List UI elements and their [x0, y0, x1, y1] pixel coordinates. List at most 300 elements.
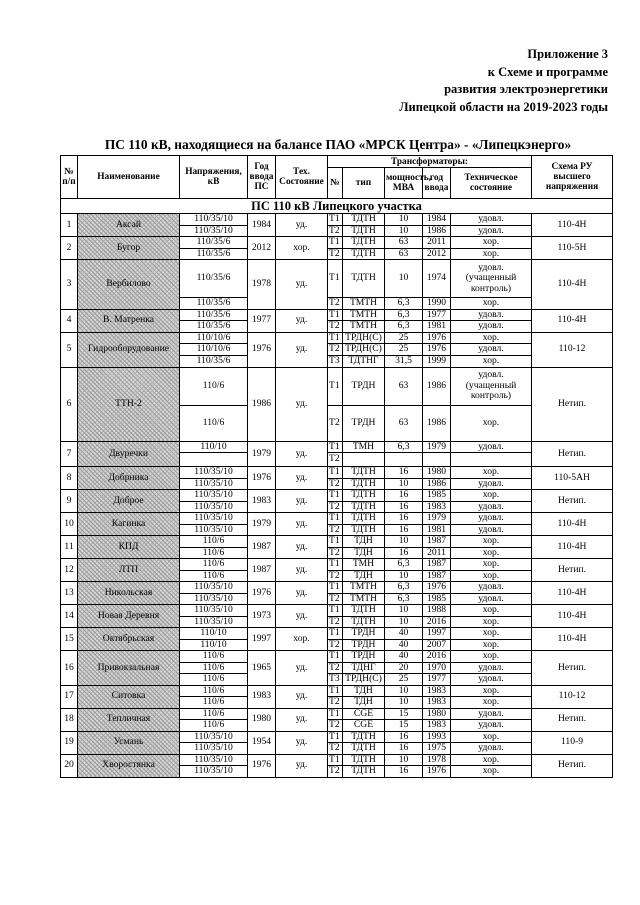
appendix-line: к Схеме и программе	[487, 64, 608, 79]
transformer-type-cell: ТДТН	[343, 605, 385, 617]
voltage-cell	[180, 453, 248, 467]
transformer-type-cell: ТДН	[343, 536, 385, 548]
transformer-type-cell: ТДН	[343, 697, 385, 709]
transformer-power-cell	[385, 453, 423, 467]
tech-state-cell: хор.	[276, 628, 328, 651]
commission-year-cell: 1979	[248, 441, 276, 467]
tech-state-cell: уд.	[276, 441, 328, 467]
transformer-number-cell: Т2	[328, 321, 343, 333]
transformer-number-cell: Т1	[328, 559, 343, 571]
appendix-line: Липецкой области на 2019-2023 годы	[399, 99, 608, 114]
transformer-type-cell: ТРДН(С)	[343, 344, 385, 356]
scheme-cell: 110-9	[532, 731, 613, 754]
transformer-power-cell: 10	[385, 570, 423, 582]
row-number-cell: 1	[61, 214, 78, 237]
transformer-year-cell: 1985	[423, 593, 451, 605]
transformer-type-cell: ТМТН	[343, 298, 385, 310]
table-row	[61, 754, 613, 766]
transformer-type-cell: ТРДН(С)	[343, 674, 385, 686]
voltage-cell: 110/6	[180, 662, 248, 674]
transformer-type-cell: ТДТН	[343, 248, 385, 260]
transformer-state-cell: удовл.	[451, 674, 532, 686]
substation-name-cell: Доброе	[78, 490, 180, 513]
commission-year-cell: 1976	[248, 582, 276, 605]
tech-state-cell: уд.	[276, 214, 328, 237]
transformer-power-cell: 25	[385, 344, 423, 356]
transformer-type-cell: ТРДН	[343, 651, 385, 663]
appendix-line: развития электроэнергетики	[444, 82, 608, 97]
table-row	[61, 605, 613, 617]
transformer-power-cell: 63	[385, 248, 423, 260]
transformer-year-cell: 1977	[423, 309, 451, 321]
table-row	[61, 685, 613, 697]
transformer-type-cell: ТМН	[343, 441, 385, 453]
transformer-state-cell: хор.	[451, 685, 532, 697]
scheme-cell: Нетип.	[532, 559, 613, 582]
row-number-cell: 5	[61, 332, 78, 367]
voltage-cell: 110/6	[180, 685, 248, 697]
substation-name-cell: В. Матренка	[78, 309, 180, 332]
transformer-type-cell: ТДТН	[343, 754, 385, 766]
table-row	[61, 731, 613, 743]
table-row	[61, 237, 613, 249]
row-number-cell: 6	[61, 367, 78, 441]
header-name: Наименование	[78, 156, 180, 199]
voltage-cell: 110/35/6	[180, 298, 248, 310]
transformer-type-cell: ТДТН	[343, 467, 385, 479]
transformer-year-cell: 1987	[423, 536, 451, 548]
transformer-type-cell: ТДТН	[343, 743, 385, 755]
substation-name-cell: ЛТП	[78, 559, 180, 582]
transformer-power-cell: 16	[385, 731, 423, 743]
commission-year-cell: 1987	[248, 536, 276, 559]
substation-name-cell: Новая Деревня	[78, 605, 180, 628]
transformer-state-cell: хор.	[451, 355, 532, 367]
row-number-cell: 15	[61, 628, 78, 651]
transformer-state-cell: хор.	[451, 570, 532, 582]
transformer-power-cell: 40	[385, 651, 423, 663]
tech-state-cell: уд.	[276, 536, 328, 559]
table-row	[61, 513, 613, 525]
voltage-cell: 110/35/10	[180, 766, 248, 778]
scheme-cell: 110-4Н	[532, 605, 613, 628]
transformer-year-cell: 1970	[423, 662, 451, 674]
transformer-year-cell: 1976	[423, 332, 451, 344]
transformer-year-cell: 1978	[423, 754, 451, 766]
transformer-year-cell: 1979	[423, 513, 451, 525]
table-row	[61, 309, 613, 321]
scheme-cell: 110-4Н	[532, 513, 613, 536]
voltage-cell: 110/35/10	[180, 743, 248, 755]
transformer-number-cell: Т1	[328, 441, 343, 453]
transformer-power-cell: 6,3	[385, 593, 423, 605]
transformer-year-cell: 1976	[423, 344, 451, 356]
tech-state-cell: уд.	[276, 332, 328, 367]
transformer-year-cell: 1983	[423, 685, 451, 697]
voltage-cell: 110/10/6	[180, 332, 248, 344]
substation-name-cell: Никольская	[78, 582, 180, 605]
substation-name-cell: Аксай	[78, 214, 180, 237]
commission-year-cell: 1978	[248, 260, 276, 310]
transformer-type-cell: ТРДН(С)	[343, 332, 385, 344]
header-year: Год ввода ПС	[248, 156, 276, 199]
transformer-state-cell: удовл.	[451, 321, 532, 333]
header-t-year: год ввода	[423, 168, 451, 199]
transformer-number-cell: Т2	[328, 225, 343, 237]
transformer-state-cell: хор.	[451, 237, 532, 249]
substation-name-cell: Добрника	[78, 467, 180, 490]
transformer-year-cell: 1981	[423, 524, 451, 536]
transformer-power-cell: 6,3	[385, 559, 423, 571]
transformer-year-cell: 1983	[423, 697, 451, 709]
transformer-year-cell: 1976	[423, 582, 451, 594]
transformer-year-cell: 1986	[423, 478, 451, 490]
transformer-state-cell: удовл.	[451, 344, 532, 356]
table-row	[61, 260, 613, 298]
table-row	[61, 628, 613, 640]
transformer-number-cell: Т2	[328, 639, 343, 651]
transformer-number-cell: Т1	[328, 536, 343, 548]
voltage-cell: 110/35/10	[180, 214, 248, 226]
table-row	[61, 651, 613, 663]
voltage-cell: 110/35/6	[180, 355, 248, 367]
transformer-number-cell: Т1	[328, 754, 343, 766]
table-row	[61, 536, 613, 548]
tech-state-cell: уд.	[276, 467, 328, 490]
tech-state-cell: уд.	[276, 605, 328, 628]
row-number-cell: 20	[61, 754, 78, 777]
substation-name-cell: Двуречки	[78, 441, 180, 467]
transformer-number-cell: Т2	[328, 298, 343, 310]
transformer-power-cell: 6,3	[385, 298, 423, 310]
transformer-type-cell: CGE	[343, 720, 385, 732]
row-number-cell: 4	[61, 309, 78, 332]
transformer-power-cell: 6,3	[385, 321, 423, 333]
tech-state-cell: уд.	[276, 731, 328, 754]
transformer-power-cell: 16	[385, 490, 423, 502]
transformer-state-cell: хор.	[451, 559, 532, 571]
substation-name-cell: Гидрооборудование	[78, 332, 180, 367]
section-title: ПС 110 кВ Липецкого участка	[61, 199, 613, 214]
transformer-year-cell: 1977	[423, 674, 451, 686]
transformer-number-cell: Т2	[328, 524, 343, 536]
transformer-year-cell: 1975	[423, 743, 451, 755]
scheme-cell: 110-4Н	[532, 582, 613, 605]
transformer-type-cell: ТДТН	[343, 501, 385, 513]
voltage-cell: 110/6	[180, 367, 248, 405]
voltage-cell: 110/6	[180, 536, 248, 548]
tech-state-cell: уд.	[276, 685, 328, 708]
scheme-cell: 110-4Н	[532, 214, 613, 237]
transformer-state-cell: хор.	[451, 547, 532, 559]
voltage-cell: 110/35/6	[180, 248, 248, 260]
transformer-year-cell: 2007	[423, 639, 451, 651]
transformer-number-cell: Т1	[328, 214, 343, 226]
transformer-year-cell: 1987	[423, 570, 451, 582]
voltage-cell: 110/35/6	[180, 309, 248, 321]
transformer-type-cell: ТДТН	[343, 260, 385, 298]
commission-year-cell: 1979	[248, 513, 276, 536]
transformer-number-cell: Т2	[328, 662, 343, 674]
transformer-state-cell: удовл.	[451, 720, 532, 732]
transformer-power-cell: 10	[385, 214, 423, 226]
transformer-number-cell: Т1	[328, 651, 343, 663]
tech-state-cell: уд.	[276, 754, 328, 777]
transformer-state-cell: хор.	[451, 536, 532, 548]
transformer-type-cell: ТМТН	[343, 321, 385, 333]
transformer-power-cell: 20	[385, 662, 423, 674]
transformer-power-cell: 63	[385, 237, 423, 249]
commission-year-cell: 1973	[248, 605, 276, 628]
transformer-power-cell: 63	[385, 367, 423, 405]
voltage-cell: 110/6	[180, 405, 248, 441]
transformer-type-cell: ТРДН	[343, 405, 385, 441]
voltage-cell: 110/35/6	[180, 321, 248, 333]
transformer-type-cell: ТДТН	[343, 225, 385, 237]
commission-year-cell: 1965	[248, 651, 276, 686]
transformer-power-cell: 6,3	[385, 309, 423, 321]
transformer-state-cell: хор.	[451, 766, 532, 778]
table-row	[61, 332, 613, 344]
voltage-cell: 110/35/10	[180, 593, 248, 605]
transformer-year-cell: 1980	[423, 467, 451, 479]
row-number-cell: 19	[61, 731, 78, 754]
voltage-cell: 110/6	[180, 697, 248, 709]
transformer-power-cell: 25	[385, 674, 423, 686]
transformer-year-cell: 1986	[423, 367, 451, 405]
transformer-type-cell: ТДТН	[343, 214, 385, 226]
tech-state-cell: уд.	[276, 651, 328, 686]
transformer-state-cell: удовл.	[451, 225, 532, 237]
transformer-type-cell: ТДН	[343, 570, 385, 582]
substation-name-cell: КПД	[78, 536, 180, 559]
appendix-header	[399, 46, 608, 116]
commission-year-cell: 1997	[248, 628, 276, 651]
transformer-number-cell: Т1	[328, 628, 343, 640]
transformer-power-cell: 10	[385, 616, 423, 628]
transformer-state-cell: хор.	[451, 639, 532, 651]
transformer-power-cell: 6,3	[385, 582, 423, 594]
transformer-number-cell: Т1	[328, 708, 343, 720]
transformer-power-cell: 10	[385, 225, 423, 237]
tech-state-cell: уд.	[276, 559, 328, 582]
header-t-num: №	[328, 168, 343, 199]
transformer-power-cell: 63	[385, 405, 423, 441]
substation-name-cell: Бугор	[78, 237, 180, 260]
transformer-number-cell: Т1	[328, 467, 343, 479]
commission-year-cell: 1984	[248, 214, 276, 237]
voltage-cell: 110/35/10	[180, 524, 248, 536]
transformer-type-cell: ТДН	[343, 685, 385, 697]
substation-name-cell: Тепличная	[78, 708, 180, 731]
transformer-type-cell: ТДТН	[343, 478, 385, 490]
transformer-state-cell: хор.	[451, 731, 532, 743]
commission-year-cell: 1976	[248, 332, 276, 367]
transformer-number-cell: Т2	[328, 593, 343, 605]
transformer-year-cell: 1986	[423, 405, 451, 441]
transformer-number-cell: Т1	[328, 513, 343, 525]
transformer-type-cell: ТДТН	[343, 616, 385, 628]
transformer-type-cell: ТДН	[343, 547, 385, 559]
header-t-state: Техническое состояние	[451, 168, 532, 199]
transformer-year-cell: 1985	[423, 490, 451, 502]
voltage-cell: 110/6	[180, 547, 248, 559]
transformer-power-cell: 16	[385, 501, 423, 513]
transformer-power-cell: 16	[385, 524, 423, 536]
header-scheme: Схема РУ высшего напряжения	[532, 156, 613, 199]
transformer-state-cell: хор.	[451, 467, 532, 479]
transformer-year-cell: 1983	[423, 501, 451, 513]
transformer-power-cell: 16	[385, 547, 423, 559]
transformer-state-cell: удовл.	[451, 513, 532, 525]
transformer-number-cell: Т2	[328, 766, 343, 778]
transformer-state-cell: удовл. (учащенный контроль)	[451, 367, 532, 405]
transformer-number-cell: Т1	[328, 582, 343, 594]
substation-name-cell: Октябрьская	[78, 628, 180, 651]
scheme-cell: Нетип.	[532, 367, 613, 441]
table-row	[61, 708, 613, 720]
transformer-number-cell: Т1	[328, 605, 343, 617]
row-number-cell: 12	[61, 559, 78, 582]
transformer-type-cell	[343, 453, 385, 467]
transformer-state-cell: хор.	[451, 605, 532, 617]
transformer-type-cell: ТДТН	[343, 524, 385, 536]
transformer-year-cell: 1999	[423, 355, 451, 367]
table-title: ПС 110 кВ, находящиеся на балансе ПАО «МРСК Центра» - «Липецкэнерго»	[104, 137, 572, 152]
tech-state-cell: хор.	[276, 237, 328, 260]
transformer-year-cell: 1988	[423, 605, 451, 617]
transformer-year-cell: 1983	[423, 720, 451, 732]
scheme-cell: 110-12	[532, 685, 613, 708]
transformer-number-cell: Т1	[328, 731, 343, 743]
transformer-number-cell: Т1	[328, 237, 343, 249]
row-number-cell: 16	[61, 651, 78, 686]
transformer-state-cell: хор.	[451, 616, 532, 628]
transformer-state-cell: хор.	[451, 628, 532, 640]
transformer-type-cell: ТДТН	[343, 731, 385, 743]
transformer-number-cell: Т2	[328, 478, 343, 490]
transformer-power-cell: 40	[385, 628, 423, 640]
voltage-cell: 110/35/10	[180, 582, 248, 594]
transformer-state-cell: удовл.	[451, 593, 532, 605]
transformer-number-cell: Т2	[328, 248, 343, 260]
transformer-type-cell: ТРДН	[343, 367, 385, 405]
tech-state-cell: уд.	[276, 490, 328, 513]
scheme-cell: 110-4Н	[532, 260, 613, 310]
transformer-type-cell: ТДТН	[343, 490, 385, 502]
voltage-cell: 110/35/10	[180, 225, 248, 237]
voltage-cell: 110/35/10	[180, 513, 248, 525]
scheme-cell: 110-12	[532, 332, 613, 367]
transformer-year-cell: 1984	[423, 214, 451, 226]
voltage-cell: 110/6	[180, 559, 248, 571]
substation-name-cell: Хворостянка	[78, 754, 180, 777]
commission-year-cell: 1954	[248, 731, 276, 754]
transformer-type-cell: ТМТН	[343, 582, 385, 594]
voltage-cell: 110/6	[180, 651, 248, 663]
tech-state-cell: уд.	[276, 582, 328, 605]
commission-year-cell: 1983	[248, 685, 276, 708]
transformer-number-cell: Т1	[328, 332, 343, 344]
transformer-power-cell: 25	[385, 332, 423, 344]
table-row	[61, 467, 613, 479]
voltage-cell: 110/35/10	[180, 478, 248, 490]
transformer-power-cell: 40	[385, 639, 423, 651]
transformer-type-cell: ТМТН	[343, 593, 385, 605]
voltage-cell: 110/10	[180, 639, 248, 651]
table-row	[61, 441, 613, 453]
transformer-power-cell: 10	[385, 478, 423, 490]
transformer-power-cell: 6,3	[385, 441, 423, 453]
transformer-power-cell: 10	[385, 754, 423, 766]
voltage-cell: 110/35/10	[180, 616, 248, 628]
substation-name-cell: Кагинка	[78, 513, 180, 536]
transformer-number-cell: Т2	[328, 344, 343, 356]
transformer-state-cell: удовл.	[451, 478, 532, 490]
transformer-type-cell: ТДНГ	[343, 662, 385, 674]
voltage-cell: 110/35/6	[180, 237, 248, 249]
transformer-year-cell: 2012	[423, 248, 451, 260]
commission-year-cell: 1976	[248, 754, 276, 777]
commission-year-cell: 1976	[248, 467, 276, 490]
transformer-power-cell: 10	[385, 260, 423, 298]
transformer-state-cell: удовл.	[451, 441, 532, 453]
transformer-year-cell: 1990	[423, 298, 451, 310]
transformer-type-cell: ТРДН	[343, 639, 385, 651]
transformer-year-cell: 2011	[423, 547, 451, 559]
transformer-number-cell: Т2	[328, 720, 343, 732]
substation-name-cell: Вербилово	[78, 260, 180, 310]
tech-state-cell: уд.	[276, 367, 328, 441]
transformer-year-cell: 2016	[423, 651, 451, 663]
header-t-power: мощность, МВА	[385, 168, 423, 199]
row-number-cell: 18	[61, 708, 78, 731]
transformer-type-cell: ТДТН	[343, 237, 385, 249]
commission-year-cell: 1977	[248, 309, 276, 332]
row-number-cell: 10	[61, 513, 78, 536]
commission-year-cell: 1987	[248, 559, 276, 582]
transformer-state-cell: хор.	[451, 405, 532, 441]
transformer-number-cell: Т2	[328, 743, 343, 755]
transformer-type-cell: ТМН	[343, 559, 385, 571]
transformer-type-cell: CGE	[343, 708, 385, 720]
voltage-cell: 110/10	[180, 628, 248, 640]
transformer-type-cell: ТМТН	[343, 309, 385, 321]
scheme-cell: 110-5Н	[532, 237, 613, 260]
transformer-state-cell: удовл.	[451, 662, 532, 674]
header-t-type: тип	[343, 168, 385, 199]
transformer-type-cell: ТДТНГ	[343, 355, 385, 367]
row-number-cell: 3	[61, 260, 78, 310]
transformer-year-cell: 1987	[423, 559, 451, 571]
transformer-number-cell: Т1	[328, 685, 343, 697]
transformer-state-cell: удовл. (учащенный контроль)	[451, 260, 532, 298]
header-transformers: Трансформаторы:	[328, 156, 532, 168]
commission-year-cell: 1980	[248, 708, 276, 731]
row-number-cell: 8	[61, 467, 78, 490]
row-number-cell: 2	[61, 237, 78, 260]
voltage-cell: 110/6	[180, 570, 248, 582]
transformer-year-cell: 1997	[423, 628, 451, 640]
commission-year-cell: 2012	[248, 237, 276, 260]
voltage-cell: 110/10/6	[180, 344, 248, 356]
scheme-cell: Нетип.	[532, 708, 613, 731]
transformer-state-cell: хор.	[451, 298, 532, 310]
row-number-cell: 17	[61, 685, 78, 708]
row-number-cell: 14	[61, 605, 78, 628]
transformer-number-cell: Т1	[328, 490, 343, 502]
transformer-year-cell: 2011	[423, 237, 451, 249]
